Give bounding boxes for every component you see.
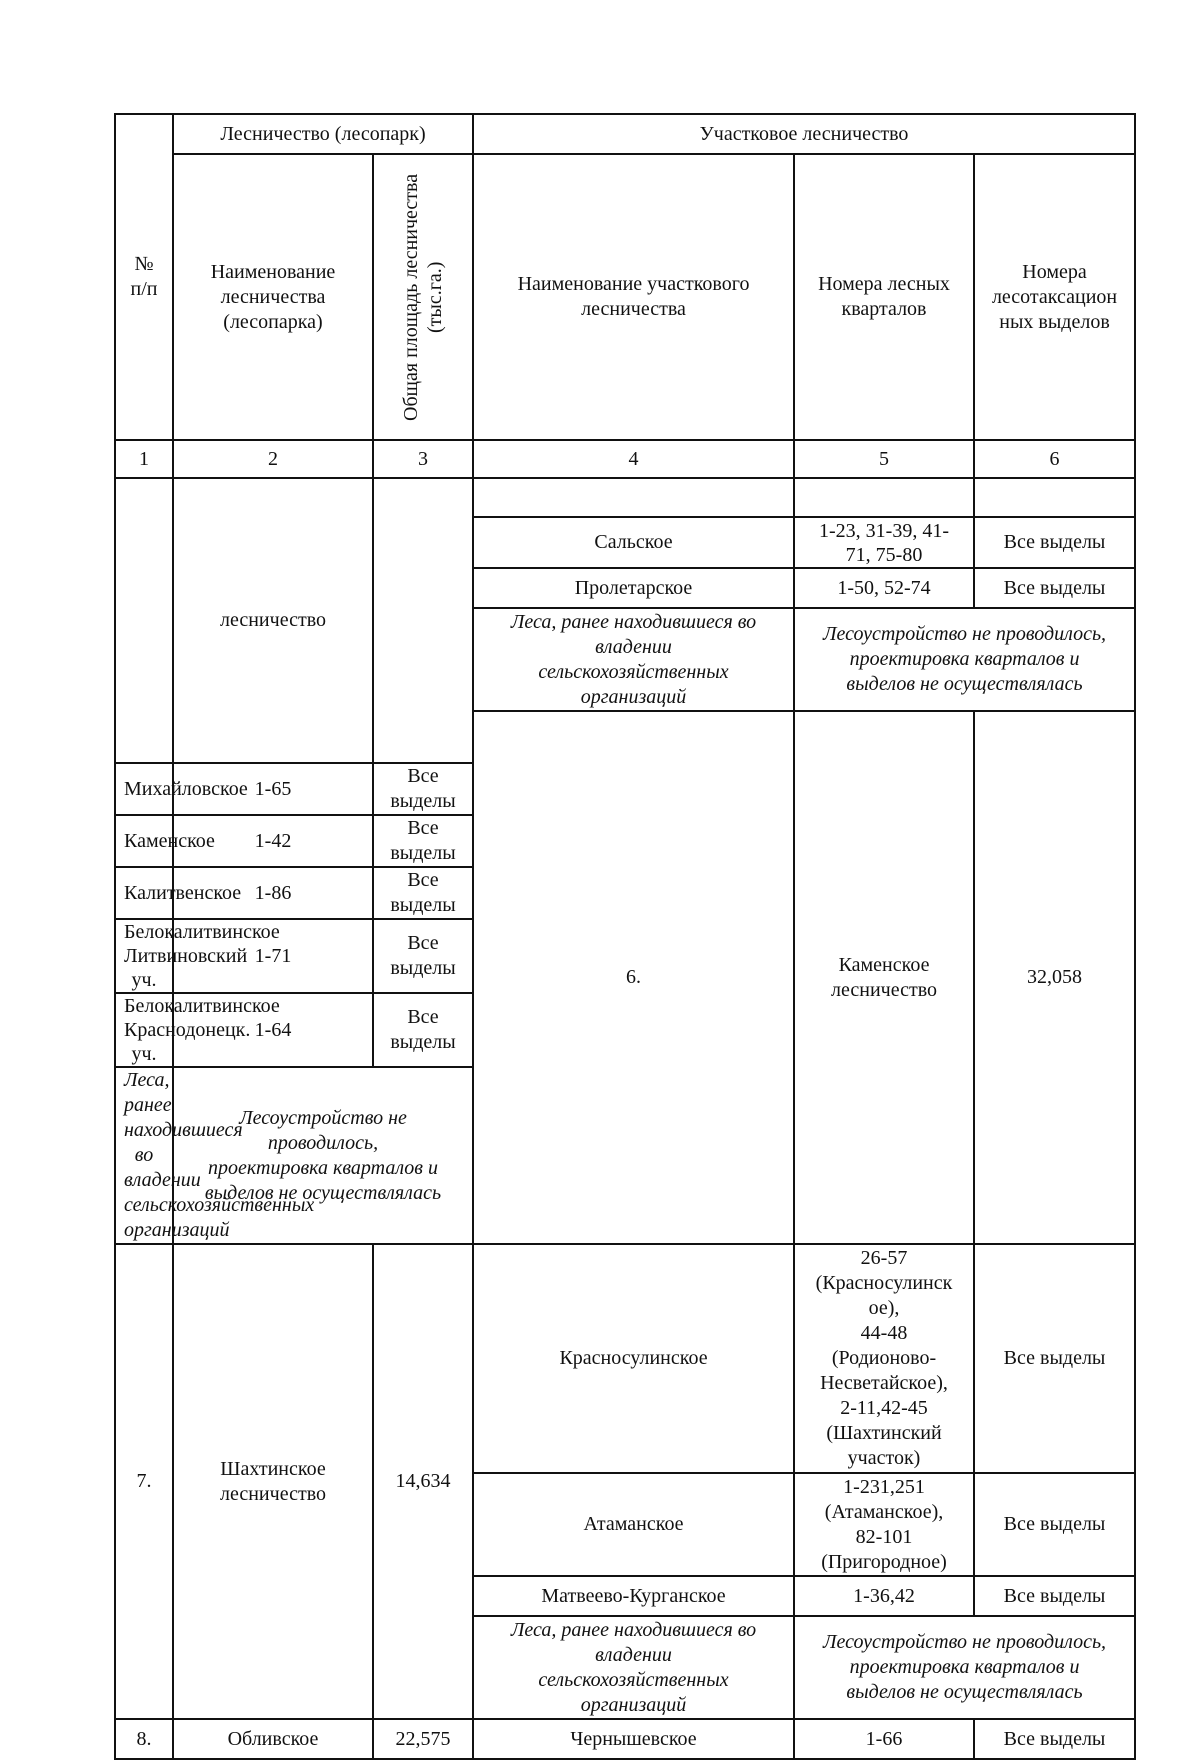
quarter-numbers: 1-65	[173, 763, 373, 815]
table-row	[115, 1244, 1135, 1473]
allotment-numbers: Все выделы	[974, 568, 1135, 608]
quarter-numbers: 1-36,42	[794, 1576, 974, 1616]
header-forestry-name: Наименование лесничества (лесопарка)	[173, 154, 373, 440]
header-allotment-numbers: Номера лесотаксацион ных выделов	[974, 154, 1135, 440]
row-num-empty	[115, 478, 173, 763]
quarter-numbers: 1-66	[794, 1719, 974, 1759]
row-num: 6.	[473, 711, 794, 1244]
row-num: 8.	[115, 1719, 173, 1759]
district-name: Михайловское	[115, 763, 173, 815]
header-total-area-cell	[373, 154, 473, 440]
forestry-table	[114, 113, 1136, 1760]
quarter-numbers: 1-231,251 (Атаманское), 82-101 (Пригородное)	[794, 1473, 974, 1576]
table-row	[115, 1719, 1135, 1759]
header-district-group: Участковое лесничество	[473, 114, 1135, 154]
header-forestry-group: Лесничество (лесопарк)	[173, 114, 473, 154]
column-number: 3	[373, 440, 473, 478]
column-number: 2	[173, 440, 373, 478]
column-number: 6	[974, 440, 1135, 478]
header-district-name: Наименование участкового лесничества	[473, 154, 794, 440]
district-name-note: Леса, ранее находившиеся во владении сельскохозяйственных организаций	[115, 1067, 173, 1244]
district-name-note: Леса, ранее находившиеся во владении сельскохозяйственных организаций	[473, 608, 794, 711]
allotment-numbers: Все выделы	[373, 867, 473, 919]
quarter-numbers: 1-50, 52-74	[794, 568, 974, 608]
survey-note: Лесоустройство не проводилось, проектировка кварталов и выделов не осуществлялась	[794, 1616, 1135, 1719]
survey-note: Лесоустройство не проводилось, проектировка кварталов и выделов не осуществлялась	[794, 608, 1135, 711]
allotment-numbers: Все выделы	[373, 815, 473, 867]
quarter-numbers: 1-42	[173, 815, 373, 867]
forestry-name: Каменское лесничество	[794, 711, 974, 1244]
forestry-area: 22,575	[373, 1719, 473, 1759]
quarter-numbers: 1-23, 31-39, 41- 71, 75-80	[794, 517, 974, 568]
header-total-area: Общая площадь лесничества (тыс.га.)	[400, 173, 446, 421]
allotment-numbers: Все выделы	[373, 993, 473, 1067]
district-name: Калитвенское	[115, 867, 173, 919]
allotment-numbers: Все выделы	[974, 1473, 1135, 1576]
district-name: Белокалитвинское Краснодонецк. уч.	[115, 993, 173, 1067]
quarter-numbers: 26-57 (Красносулинск ое), 44-48 (Родионово- Несветайское), 2-11,42-45 (Шахтинский участок)	[794, 1244, 974, 1473]
quarter-numbers: 1-71	[173, 919, 373, 993]
allotment-numbers: Все выделы	[974, 1244, 1135, 1473]
column-number: 1	[115, 440, 173, 478]
district-name: Белокалитвинское Литвиновский уч.	[115, 919, 173, 993]
header-num: № п/п	[115, 114, 173, 440]
district-name: Матвеево-Курганское	[473, 1576, 794, 1616]
survey-note: Лесоустройство не проводилось, проектировка кварталов и выделов не осуществлялась	[173, 1067, 473, 1244]
district-name: Сальское	[473, 517, 794, 568]
district-name-empty	[473, 478, 794, 517]
allotment-numbers: Все выделы	[974, 1576, 1135, 1616]
allotment-numbers: Все выделы	[373, 763, 473, 815]
row-num: 7.	[115, 1244, 173, 1719]
forestry-name: Обливское	[173, 1719, 373, 1759]
district-name: Атаманское	[473, 1473, 794, 1576]
allotments-empty	[974, 478, 1135, 517]
quarter-numbers: 1-86	[173, 867, 373, 919]
forestry-area-empty	[373, 478, 473, 763]
header-quarter-numbers: Номера лесных кварталов	[794, 154, 974, 440]
district-name: Пролетарское	[473, 568, 794, 608]
quarters-empty	[794, 478, 974, 517]
header-row-group	[115, 114, 1135, 154]
allotment-numbers: Все выделы	[974, 1719, 1135, 1759]
district-name-note: Леса, ранее находившиеся во владении сельскохозяйственных организаций	[473, 1616, 794, 1719]
district-name: Чернышевское	[473, 1719, 794, 1759]
forestry-name: Шахтинское лесничество	[173, 1244, 373, 1719]
quarter-numbers: 1-64	[173, 993, 373, 1067]
column-number: 4	[473, 440, 794, 478]
column-number-row	[115, 440, 1135, 478]
district-name: Красносулинское	[473, 1244, 794, 1473]
allotment-numbers: Все выделы	[974, 517, 1135, 568]
forestry-area: 14,634	[373, 1244, 473, 1719]
forestry-name: лесничество	[173, 478, 373, 763]
district-name: Каменское	[115, 815, 173, 867]
header-row-columns	[115, 154, 1135, 440]
column-number: 5	[794, 440, 974, 478]
forestry-area: 32,058	[974, 711, 1135, 1244]
allotment-numbers: Все выделы	[373, 919, 473, 993]
table-row	[115, 478, 1135, 517]
